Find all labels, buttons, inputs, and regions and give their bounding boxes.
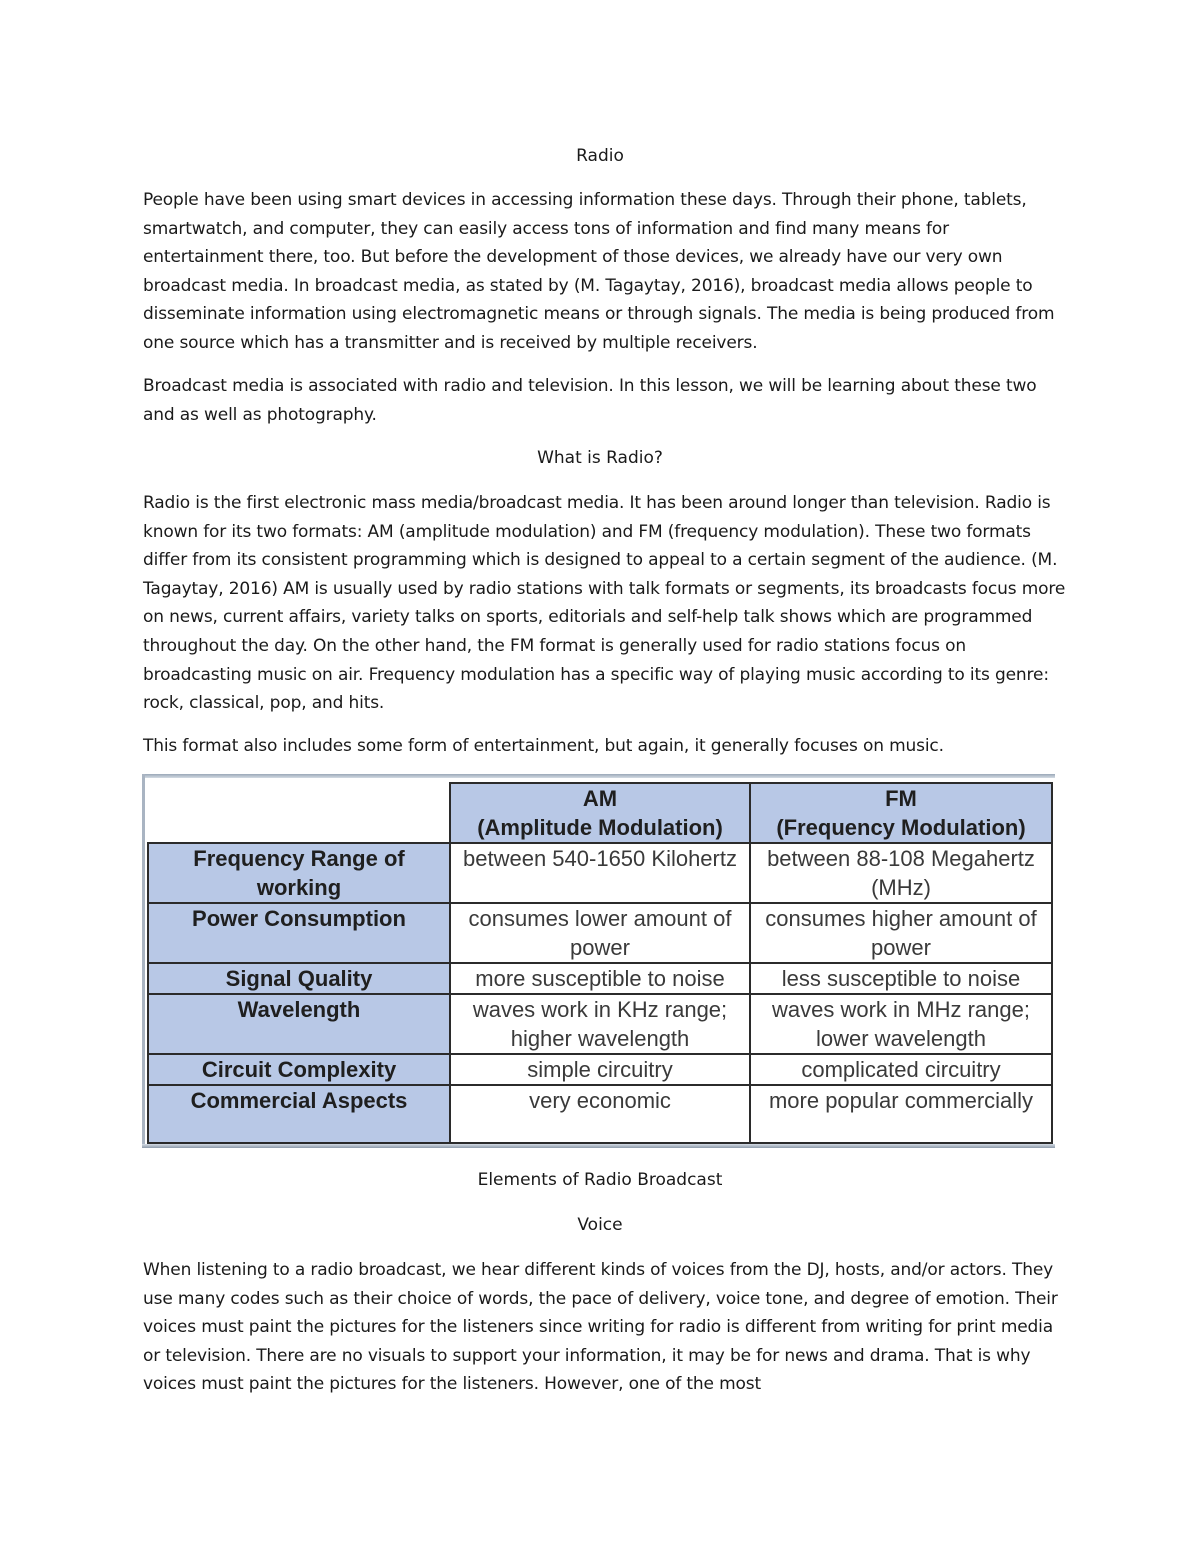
table-row	[148, 963, 1052, 994]
row-header-wavelength: Wavelength	[148, 994, 450, 1054]
cell-fm-signal-quality: less susceptible to noise	[750, 963, 1052, 994]
cell-am-circuit-complexity: simple circuitry	[450, 1054, 750, 1085]
document-title: Radio	[576, 146, 624, 166]
section-heading-elements-of-radio-broadcast: Elements of Radio Broadcast	[477, 1170, 723, 1190]
table-row	[148, 1085, 1052, 1143]
table-image-bottom-edge	[142, 1144, 1055, 1148]
row-header-commercial-aspects: Commercial Aspects	[148, 1085, 450, 1143]
intro-paragraph-1: People have been using smart devices in accessing information these days. Through their phone, tablets, smartwatch, and computer, they can easily access tons of information and find many means for entertainment there, too. But before the development of those devices, we already have our very own broadcast media. In broadcast media, as stated by (M. Tagaytay, 2016), broadcast media allows people to disseminate information using electromagnetic means or through signals. The media is being produced from one source which has a transmitter and is received by multiple receivers.	[143, 190, 1055, 353]
row-header-frequency-range: Frequency Range of working	[148, 843, 450, 903]
column-header-fm: FM (Frequency Modulation)	[750, 783, 1052, 843]
table-row	[148, 903, 1052, 963]
table-image-left-edge	[142, 774, 145, 1148]
cell-am-signal-quality: more susceptible to noise	[450, 963, 750, 994]
cell-fm-wavelength: waves work in MHz range; lower wavelength	[750, 994, 1052, 1054]
what-is-radio-paragraph-2: This format also includes some form of entertainment, but again, it generally focuses on music.	[143, 736, 944, 756]
cell-am-frequency-range: between 540-1650 Kilohertz	[450, 843, 750, 903]
what-is-radio-paragraph-1: Radio is the first electronic mass media/broadcast media. It has been around longer than television. Radio is known for its two formats: AM (amplitude modulation) and FM (frequency modulation). These two formats differ from its consistent programming which is designed to appeal to a certain segment of the audience. (M. Tagaytay, 2016) AM is usually used by radio stations with talk formats or segments, its broadcasts focus more on news, current affairs, variety talks on sports, editorials and self-help talk shows which are programmed throughout the day. On the other hand, the FM format is generally used for radio stations focus on broadcasting music on air. Frequency modulation has a specific way of playing music according to its genre: rock, classical, pop, and hits.	[143, 493, 1066, 714]
am-fm-comparison-table-image	[142, 774, 1055, 1148]
cell-fm-power-consumption: consumes higher amount of power	[750, 903, 1052, 963]
intro-paragraph-2: Broadcast media is associated with radio and television. In this lesson, we will be learning about these two and as well as photography.	[143, 376, 1037, 425]
table-header-row	[148, 783, 1052, 843]
table-row	[148, 994, 1052, 1054]
row-header-signal-quality: Signal Quality	[148, 963, 450, 994]
table-image-top-edge	[142, 774, 1055, 778]
cell-am-power-consumption: consumes lower amount of power	[450, 903, 750, 963]
table-corner-cell	[148, 783, 450, 843]
subheading-voice: Voice	[577, 1215, 623, 1235]
cell-fm-circuit-complexity: complicated circuitry	[750, 1054, 1052, 1085]
table-row	[148, 843, 1052, 903]
cell-am-commercial-aspects: very economic	[450, 1085, 750, 1143]
cell-fm-commercial-aspects: more popular commercially	[750, 1085, 1052, 1143]
column-header-am: AM (Amplitude Modulation)	[450, 783, 750, 843]
row-header-power-consumption: Power Consumption	[148, 903, 450, 963]
cell-am-wavelength: waves work in KHz range; higher wavelength	[450, 994, 750, 1054]
cell-fm-frequency-range: between 88-108 Megahertz (MHz)	[750, 843, 1052, 903]
section-heading-what-is-radio: What is Radio?	[537, 448, 663, 468]
row-header-circuit-complexity: Circuit Complexity	[148, 1054, 450, 1085]
voice-paragraph: When listening to a radio broadcast, we hear different kinds of voices from the DJ, hosts, and/or actors. They use many codes such as their choice of words, the pace of delivery, voice tone, and degree of emotion. Their voices must paint the pictures for the listeners since writing for radio is different from writing for print media or television. There are no visuals to support your information, it may be for news and drama. That is why voices must paint the pictures for the listeners. However, one of the most	[143, 1260, 1058, 1395]
table-row	[148, 1054, 1052, 1085]
am-fm-comparison-table	[147, 782, 1053, 1144]
